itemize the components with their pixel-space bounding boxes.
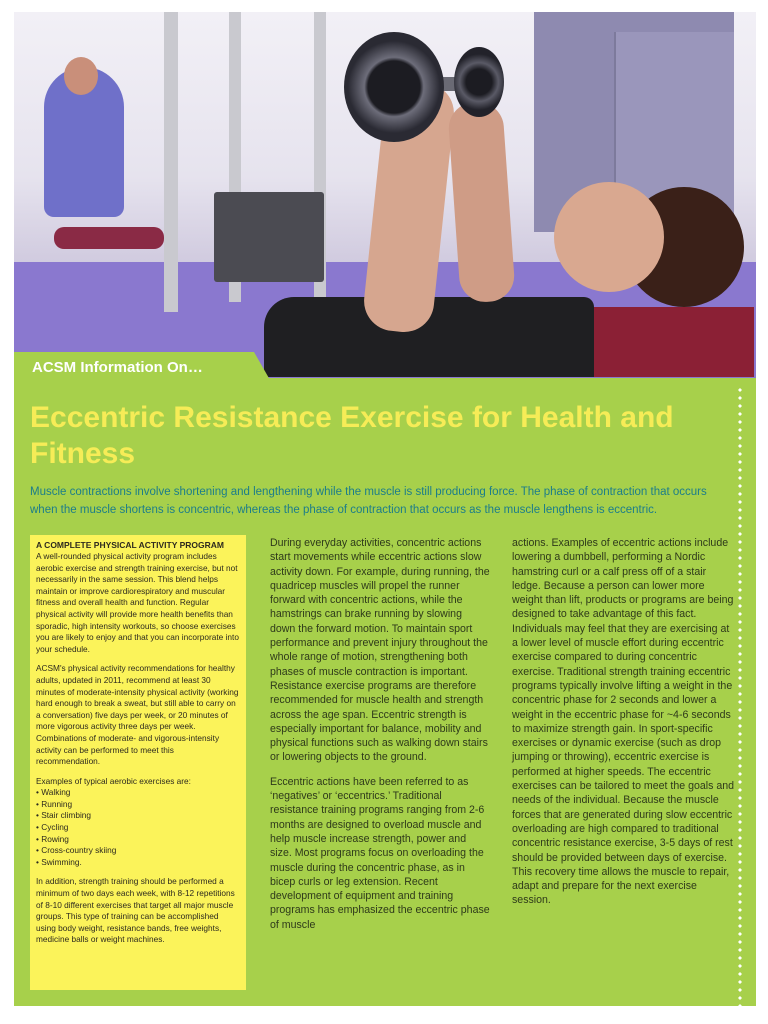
sidebar-paragraph: ACSM's physical activity recommendations for healthy adults, updated in 2011, recommend at least 30 minutes of moderate-intensity physical activity (working hard enough to break a sweat, but still able to carry on a conversation) five days per week, or 20 minutes of more vigorous activity three days per week. Combinations of moderate- and vigorous-intensity activity can be performed to meet this recommendation. [36, 663, 239, 767]
body-column-2 [270, 536, 490, 942]
section-tab-label: ACSM Information On… [32, 359, 203, 376]
body-paragraph: actions. Examples of eccentric actions include lowering a dumbbell, performing a Nordic hamstring curl or a calf press off of a stair ledge. Because a person can lower more weight than lift, products or programs are being designed to take advantage of this fact. Individuals may feel that they are exercising at a lower level of muscle effort during eccentric exercise compared to during concentric exercise. Traditional strength training eccentric programs typically involve lifting a weight in the concentric phase for 2 seconds and lower a weight in the eccentric phase for ~4-6 seconds to maximize strength gain. In sport-specific exercises or dynamic exercise (such as drop jumping or throwing), eccentric exercise is performed at higher speeds. The eccentric exercises can be tailored to meet the goals and needs of the individual. Because the muscle forces that are generated during slow eccentric overloading are high compared to traditional concentric resistance exercise, 3-5 days of rest should be provided between days of exercise. This recovery time allows the muscle to repair, adapt and prepare for the next exercise session. [512, 537, 735, 907]
sidebar-paragraph: In addition, strength training should be performed a minimum of two days each week, with 8-12 repetitions of 8-10 different exercises that target all major muscle groups. This type of training can be accomplished using body weight, resistance bands, free weights, medicine balls or weight machines. [36, 876, 235, 945]
exercise-list [36, 787, 240, 868]
hero-photo [14, 12, 756, 378]
dumbbell-icon [344, 32, 444, 142]
page-title: Eccentric Resistance Exercise for Health and Fitness [30, 401, 674, 470]
list-item: • Swimming. [36, 857, 240, 869]
list-item: • Cross-country skiing [36, 845, 240, 857]
body-paragraph: During everyday activities, concentric actions start movements while eccentric actions slow activity down. For example, during running, the quadricep muscles will propel the runner forward with concentric actions, while the hamstrings can brake running by slowing down the forward motion. To maintain sport performance and prevent injury throughout the whole range of motion, strengthening both phases of muscle contraction is important. Resistance exercise programs are therefore recommended for muscle health and strength across the age span. Eccentric strength is especially important for balance, mobility and physical functions such as walking down stairs or lowering objects to the ground. [270, 537, 490, 764]
body-paragraph: Eccentric actions have been referred to as ‘negatives’ or ‘eccentrics.’ Traditional resistance training programs ranging from 2-6 months are designed to overload muscle and help muscle increase strength, power and size. Most programs focus on overloading the muscle during the concentric phase, as in bicep curls or leg extension. Recent development of equipment and training programs has emphasized the eccentric phase of muscle [270, 775, 490, 931]
list-item: • Cycling [36, 822, 240, 834]
photo-rack-post [314, 12, 326, 332]
body-column-3 [512, 536, 736, 918]
list-item: • Rowing [36, 834, 240, 846]
photo-rack-post [164, 12, 178, 312]
list-item: • Running [36, 799, 240, 811]
dotted-divider [738, 386, 742, 1006]
list-item: • Walking [36, 787, 240, 799]
photo-face [554, 182, 664, 292]
photo-background-head [64, 57, 98, 95]
photo-background-bench [54, 227, 164, 249]
list-item: • Stair climbing [36, 810, 240, 822]
sidebar-paragraph: Examples of typical aerobic exercises are: [36, 775, 191, 786]
sidebar-heading: A COMPLETE PHYSICAL ACTIVITY PROGRAM [36, 540, 224, 550]
intro-text: Muscle contractions involve shortening and lengthening while the muscle is still producing force. The phase of contraction that occurs when the muscle shortens is concentric, whereas the phase of contraction that occurs as the muscle lengthens is eccentric. [30, 486, 707, 516]
photo-weight-stack [214, 192, 324, 282]
dumbbell-icon [454, 47, 504, 117]
sidebar-box [30, 535, 246, 990]
sidebar-paragraph: A well-rounded physical activity program includes aerobic exercise and strength training exercise, but not necessarily in the same session. This blend helps maintain or improve cardiorespiratory and muscular fitness and overall health and function. Regular physical activity will provide more health benefits than sporadic, high intensity workouts, so choose exercises you are likely to enjoy and that you can incorporate into your schedule. [36, 551, 239, 654]
